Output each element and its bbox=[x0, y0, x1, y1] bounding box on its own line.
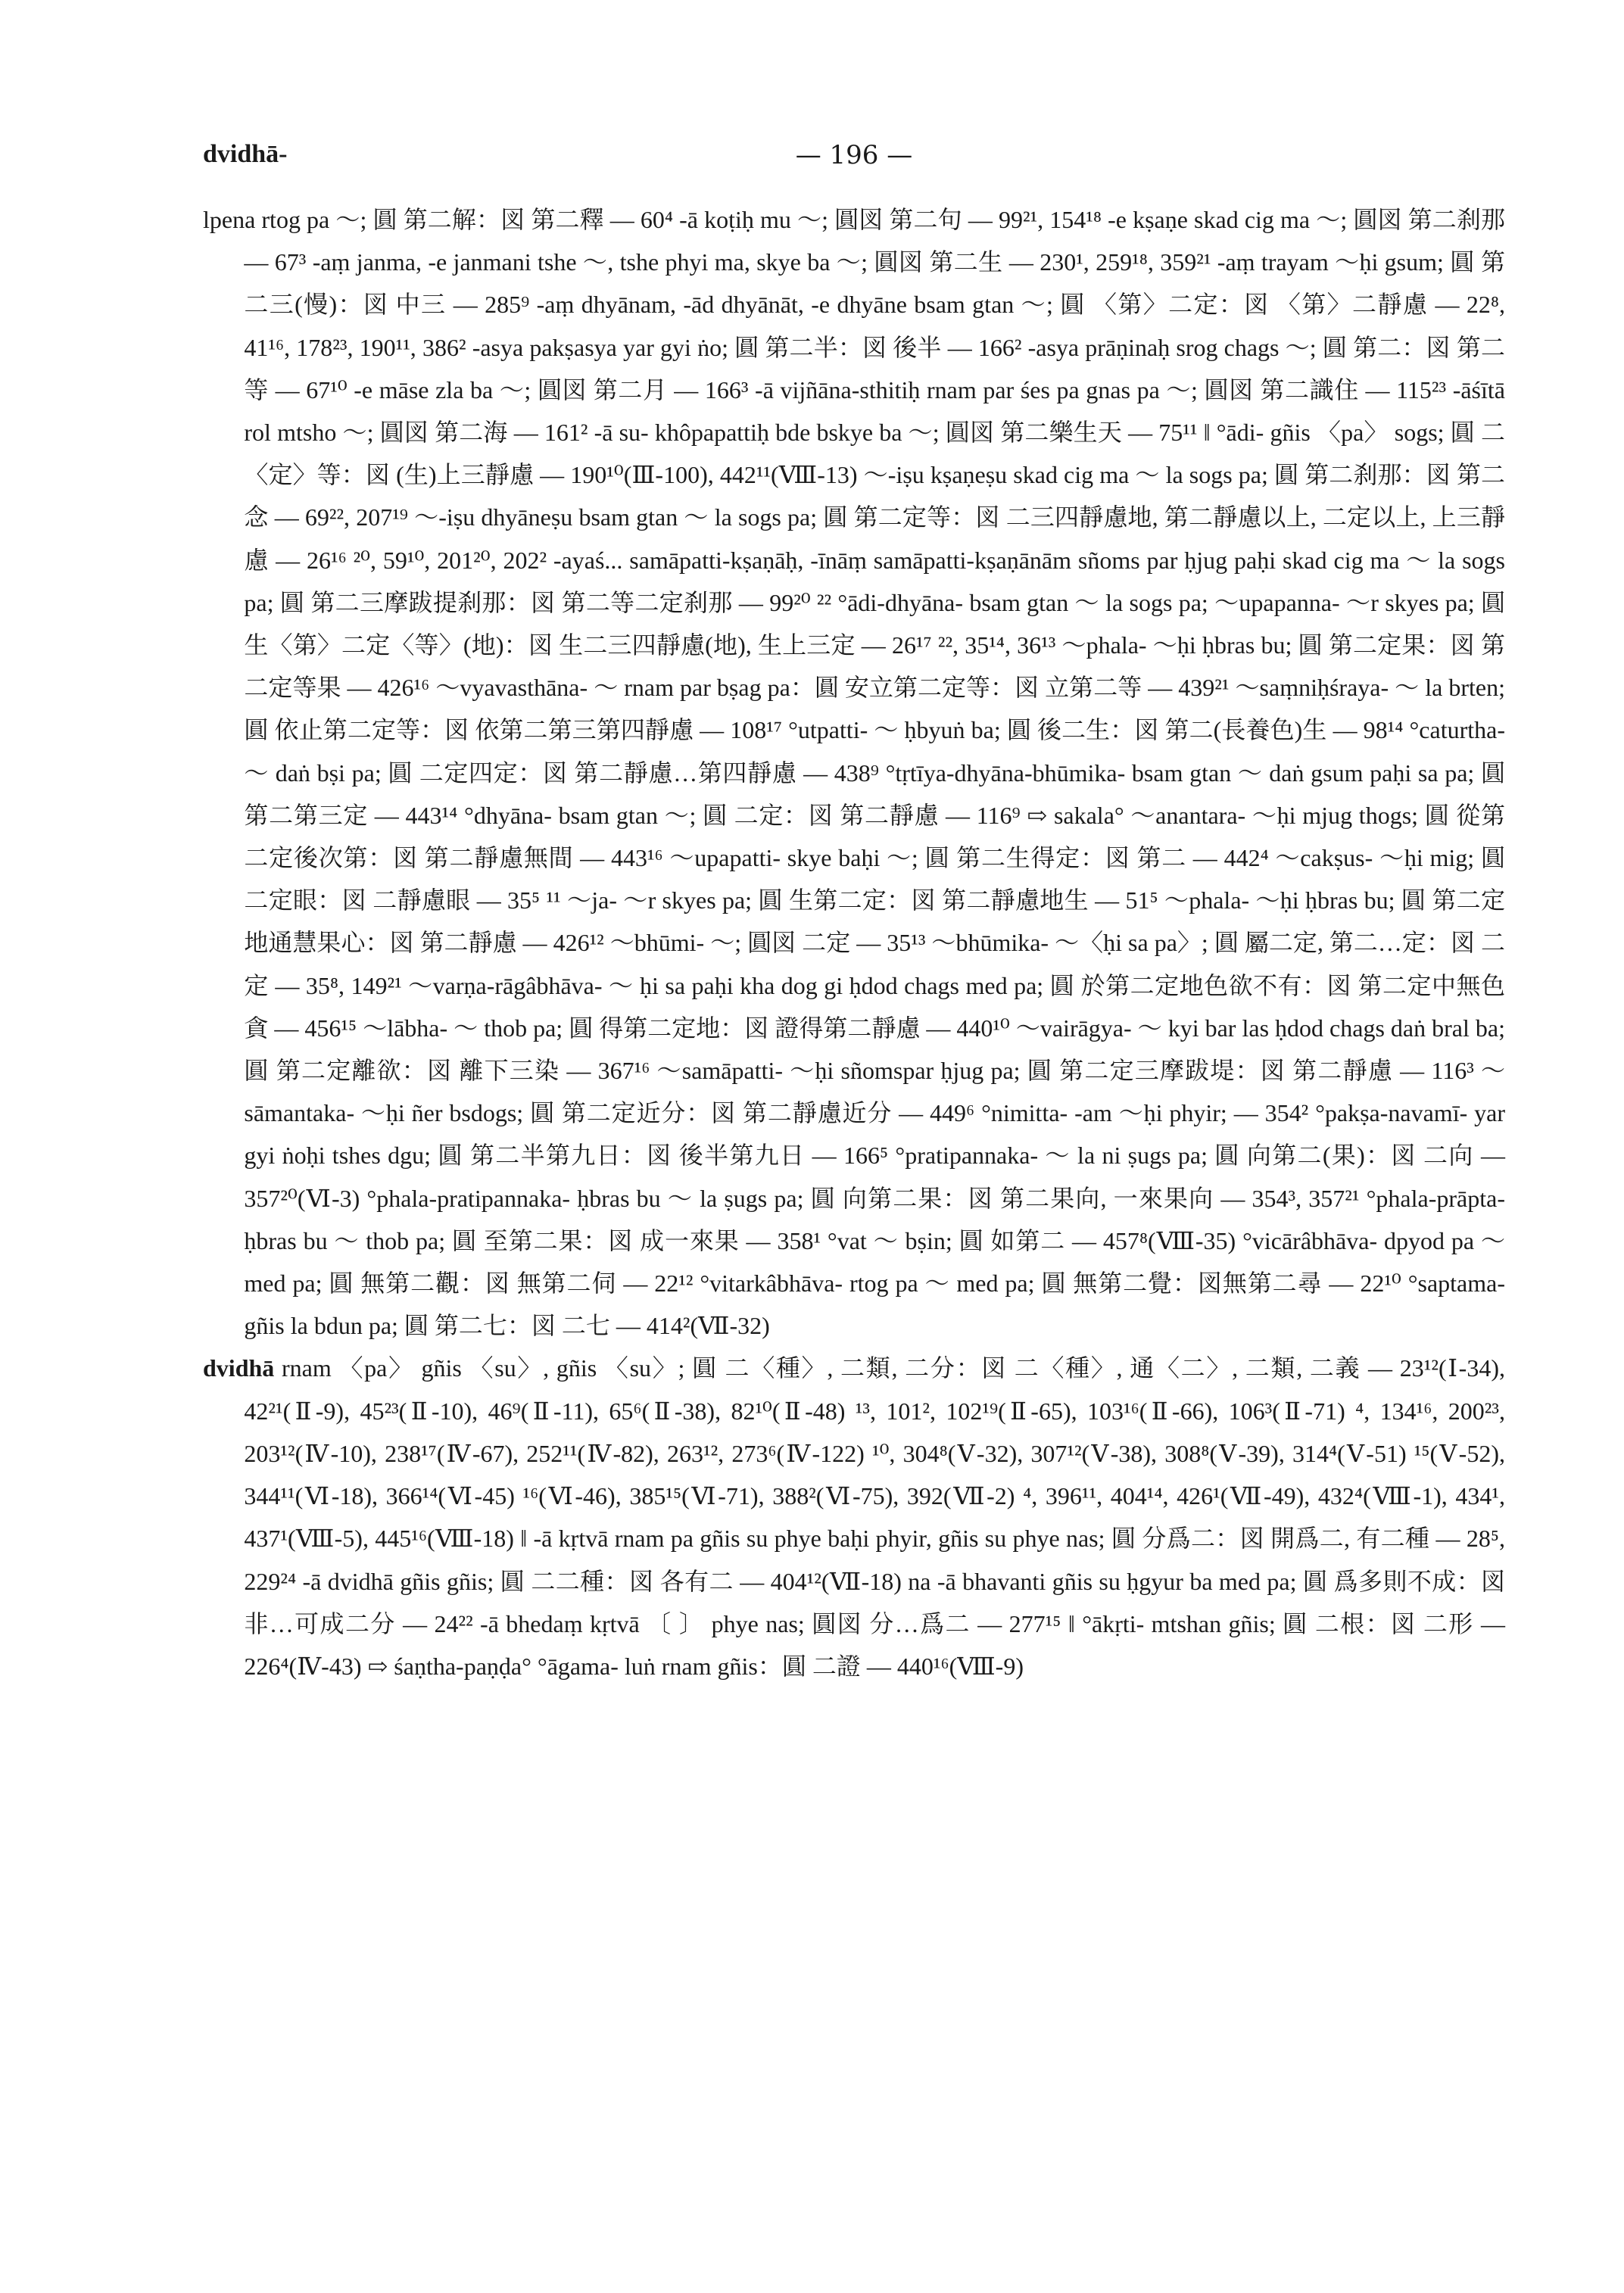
dictionary-body bbox=[203, 198, 1505, 1687]
page-number: — 196 — bbox=[795, 140, 913, 170]
entry-text: rnam 〈pa〉 gñis 〈su〉, gñis 〈su〉; 圓 二〈種〉, 二類, 二分：図 二〈種〉, 通〈二〉, 二類, 二義 — 23¹²(Ⅰ-34), 42²¹(Ⅱ-9), 45²³(Ⅱ-10), 46⁹(Ⅱ-11), 65⁶(Ⅱ-38), 82¹⁰(Ⅱ-48) ¹³, 101², 102¹⁹(Ⅱ-65), 103¹⁶(Ⅱ-66), 106³(Ⅱ-71) ⁴, 134¹⁶, 200²³, 203¹²(Ⅳ-10), 238¹⁷(Ⅳ-67), 252¹¹(Ⅳ-82), 263¹², 273⁶(Ⅳ-122) ¹⁰, 304⁸(Ⅴ-32), 307¹²(Ⅴ-38), 308⁸(Ⅴ-39), 314⁴(Ⅴ-51) ¹⁵(Ⅴ-52), 344¹¹(Ⅵ-18), 366¹⁴(Ⅵ-45) ¹⁶(Ⅵ-46), 385¹⁵(Ⅵ-71), 388²(Ⅵ-75), 392(Ⅶ-2) ⁴, 396¹¹, 404¹⁴, 426¹(Ⅶ-49), 432⁴(Ⅷ-1), 434¹, 437¹(Ⅷ-5), 445¹⁶(Ⅷ-18) ‖ -ā kṛtvā rnam pa gñis su phye baḥi phyir, gñis su phye nas; 圓 分爲二：図 開爲二, 有二種 — 28⁵, 229²⁴ -ā dvidhā gñis gñis; 圓 二二種：図 各有二 — 404¹²(Ⅶ-18) na -ā bhavanti gñis su ḥgyur ba med pa; 圓 爲多則不成：図 非…可成二分 — 24²² -ā bhedaṃ kṛtvā 〔 〕 phye nas; 圓図 分…爲二 — 277¹⁵ ‖ °ākṛti- mtshan gñis; 圓 二根：図 二形 — 226⁴(Ⅳ-43) ⇨ śaṇtha-paṇḍa° °āgama- luṅ rnam gñis：圓 二證 — 440¹⁶(Ⅷ-9) bbox=[244, 1354, 1505, 1680]
running-head: dvidhā- bbox=[203, 140, 288, 168]
entry-dvidha bbox=[203, 1347, 1505, 1687]
entry-text: lpena rtog pa ～; 圓 第二解：図 第二釋 — 60⁴ -ā koṭiḥ mu ～; 圓図 第二句 — 99²¹, 154¹⁸ -e kṣaṇe skad cig ma ～; 圓図 第二刹那 — 67³ -aṃ janma, -e janmani tshe ～, tshe phyi ma, skye ba ～; 圓図 第二生 — 230¹, 259¹⁸, 359²¹ -aṃ trayam ～ḥi gsum; 圓 第二三(慢)：図 中三 — 285⁹ -aṃ dhyānam, -ād dhyānāt, -e dhyāne bsam gtan ～; 圓 〈第〉二定：図 〈第〉二靜慮 — 22⁸, 41¹⁶, 178²³, 190¹¹, 386² -asya pakṣasya yar gyi ṅo; 圓 第二半：図 後半 — 166² -asya prāṇinaḥ srog chags ～; 圓 第二：図 第二等 — 67¹⁰ -e māse zla ba ～; 圓図 第二月 — 166³ -ā vijñāna-sthitiḥ rnam par śes pa gnas pa ～; 圓図 第二識住 — 115²³ -āśītā rol mtsho ～; 圓図 第二海 — 161² -ā su- khôpapattiḥ bde bskye ba ～; 圓図 第二樂生天 — 75¹¹ ‖ °ādi- gñis 〈pa〉 sogs; 圓 二〈定〉等：図 (生)上三靜慮 — 190¹⁰(Ⅲ-100), 442¹¹(Ⅷ-13) ～-iṣu kṣaṇeṣu skad cig ma ～ la sogs pa; 圓 第二刹那：図 第二念 — 69²², 207¹⁹ ～-iṣu dhyāneṣu bsam gtan ～ la sogs pa; 圓 第二定等：図 二三四靜慮地, 第二靜慮以上, 二定以上, 上三靜慮 — 26¹⁶ ²⁰, 59¹⁰, 201²⁰, 202² -ayaś... samāpatti-kṣaṇāḥ, -īnāṃ samāpatti-kṣaṇānām sñoms par ḥjug paḥi skad cig ma ～ la sogs pa; 圓 第二三摩跋提刹那：図 第二等二定刹那 — 99²⁰ ²² °ādi-dhyāna- bsam gtan ～ la sogs pa; ～upapanna- ～r skyes pa; 圓 生〈第〉二定〈等〉(地)：図 生二三四靜慮(地), 生上三定 — 26¹⁷ ²², 35¹⁴, 36¹³ ～phala- ～ḥi ḥbras bu; 圓 第二定果：図 第二定等果 — 426¹⁶ ～vyavasthāna- ～ rnam par bṣag pa：圓 安立第二定等：図 立第二等 — 439²¹ ～saṃniḥśraya- ～ la brten; 圓 依止第二定等：図 依第二第三第四靜慮 — 108¹⁷ °utpatti- ～ ḥbyuṅ ba; 圓 後二生：図 第二(長養色)生 — 98¹⁴ °caturtha- ～ daṅ bṣi pa; 圓 二定四定：図 第二靜慮…第四靜慮 — 438⁹ °tṛtīya-dhyāna-bhūmika- bsam gtan ～ daṅ gsum paḥi sa pa; 圓 第二第三定 — 443¹⁴ °dhyāna- bsam gtan ～; 圓 二定：図 第二靜慮 — 116⁹ ⇨ sakala° ～anantara- ～ḥi mjug thogs; 圓 從第二定後次第：図 第二靜慮無間 — 443¹⁶ ～upapatti- skye baḥi ～; 圓 第二生得定：図 第二 — 442⁴ ～cakṣus- ～ḥi mig; 圓 二定眼：図 二靜慮眼 — 35⁵ ¹¹ ～ja- ～r skyes pa; 圓 生第二定：図 第二靜慮地生 — 51⁵ ～phala- ～ḥi ḥbras bu; 圓 第二定地通慧果心：図 第二靜慮 — 426¹² ～bhūmi- ～; 圓図 二定 — 35¹³ ～bhūmika- ～〈ḥi sa pa〉; 圓 屬二定, 第二…定：図 二定 — 35⁸, 149²¹ ～varṇa-rāgâbhāva- ～ ḥi sa paḥi kha dog gi ḥdod chags med pa; 圓 於第二定地色欲不有：図 第二定中無色貪 — 456¹⁵ ～lābha- ～ thob pa; 圓 得第二定地：図 證得第二靜慮 — 440¹⁰ ～vairāgya- ～ kyi bar las ḥdod chags daṅ bral ba; 圓 第二定離欲：図 離下三染 — 367¹⁶ ～samāpatti- ～ḥi sñomspar ḥjug pa; 圓 第二定三摩跋堤：図 第二靜慮 — 116³ ～sāmantaka- ～ḥi ñer bsdogs; 圓 第二定近分：図 第二靜慮近分 — 449⁶ °nimitta- -am ～ḥi phyir; — 354² °pakṣa-navamī- yar gyi ṅoḥi tshes dgu; 圓 第二半第九日：図 後半第九日 — 166⁵ °pratipannaka- ～ la ni ṣugs pa; 圓 向第二(果)：図 二向 — 357²⁰(Ⅵ-3) °phala-pratipannaka- ḥbras bu ～ la ṣugs pa; 圓 向第二果：図 第二果向, 一來果向 — 354³, 357²¹ °phala-prāpta- ḥbras bu ～ thob pa; 圓 至第二果：図 成一來果 — 358¹ °vat ～ bṣin; 圓 如第二 — 457⁸(Ⅷ-35) °vicārâbhāva- dpyod pa ～ med pa; 圓 無第二觀：図 無第二伺 — 22¹² °vitarkâbhāva- rtog pa ～ med pa; 圓 無第二覺：図無第二尋 — 22¹⁰ °saptama- gñis la bdun pa; 圓 第二七：図 二七 — 414²(Ⅶ-32) bbox=[203, 206, 1506, 1340]
entry-continuation bbox=[203, 198, 1505, 1347]
page-header bbox=[203, 140, 1505, 185]
entry-headword: dvidhā bbox=[203, 1354, 275, 1382]
